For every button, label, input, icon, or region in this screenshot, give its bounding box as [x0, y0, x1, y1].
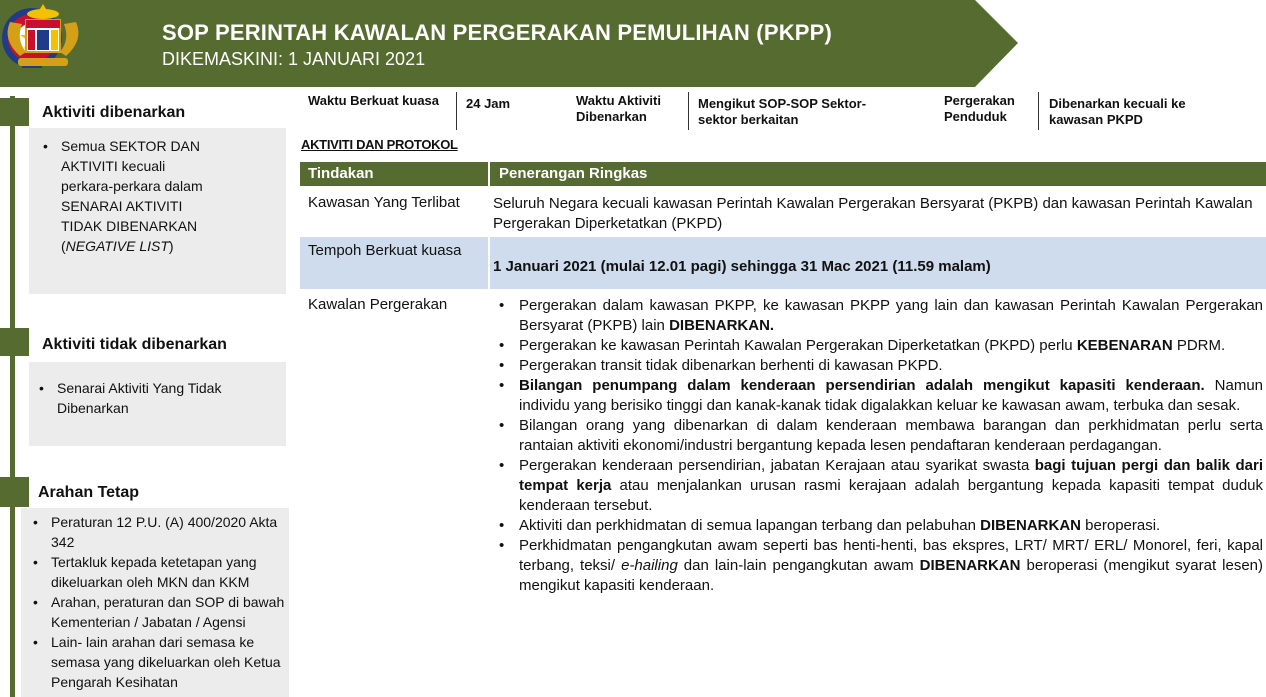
column-header-description: Penerangan Ringkas: [499, 165, 648, 182]
bullet-item: • Bilangan orang yang dibenarkan di dalam kenderaan membawa barangan dan perkhidmatan perlu serta rantaian aktiviti ekonomi/industri bergantung kepada lesen pendaftaran kenderaan perdagangan.: [519, 416, 1263, 456]
row-label: Kawasan Yang Terlibat: [308, 194, 460, 211]
standing-item: • Tertakluk kepada ketetapan yang dikeluarkan oleh MKN dan KKM: [51, 552, 296, 592]
activity-time-label: Waktu Aktiviti Dibenarkan: [576, 93, 661, 124]
allowed-item: • Semua SEKTOR DAN AKTIVITI kecuali perkara-perkara dalam SENARAI AKTIVITI TIDAK DIBENARKAN (NEGATIVE LIST): [61, 136, 211, 256]
left-timeline-line: [10, 96, 15, 697]
divider: [1038, 92, 1039, 130]
row-label: Kawalan Pergerakan: [308, 296, 448, 313]
bullet-item: • Aktiviti dan perkhidmatan di semua lapangan terbang dan pelabuhan DIBENARKAN beroperasi.: [519, 516, 1263, 536]
allowed-heading: Aktiviti dibenarkan: [42, 104, 186, 121]
not-allowed-heading-block: [0, 328, 286, 356]
movement-label: Pergerakan Penduduk: [944, 93, 1015, 124]
row-bullets: [493, 296, 1263, 596]
page-title: SOP PERINTAH KAWALAN PERGERAKAN PEMULIHAN (PKPP): [162, 20, 833, 45]
row-col-separator: [488, 237, 490, 289]
standing-item: • Lain- lain arahan dari semasa ke semasa yang dikeluarkan oleh Ketua Pengarah Kesihatan: [51, 632, 296, 692]
bullet-item: • Pergerakan kenderaan persendirian, jabatan Kerajaan atau syarikat swasta bagi tujuan pergi dan balik dari tempat kerja atau menjalankan urusan rasmi kerajaan adalah bergantung kepada kapasiti tempat duduk kenderaan tersebut.: [519, 456, 1263, 516]
heading-marker: [0, 98, 29, 126]
bullet-item: • Pergerakan transit tidak dibenarkan berhenti di kawasan PKPD.: [519, 356, 1263, 376]
allowed-heading-block: [0, 98, 286, 126]
not-allowed-box: [29, 362, 286, 446]
not-allowed-heading: Aktiviti tidak dibenarkan: [42, 336, 227, 353]
header-banner: [0, 0, 1020, 87]
standing-item: • Arahan, peraturan dan SOP di bawah Kementerian / Jabatan / Agensi: [51, 592, 296, 632]
effective-time-label: Waktu Berkuat kuasa: [308, 93, 440, 108]
row-label: Tempoh Berkuat kuasa: [308, 242, 462, 259]
divider: [456, 92, 457, 130]
movement-value: Dibenarkan kecuali ke kawasan PKPD: [1049, 96, 1186, 127]
heading-marker: [0, 477, 29, 507]
header-col-separator: [488, 162, 490, 186]
bullet-item: • Bilangan penumpang dalam kenderaan persendirian adalah mengikut kapasiti kenderaan. Namun individu yang berisiko tinggi dan kanak-kanak tidak digalakkan keluar ke kawasan awam, terbuka dan sesak.: [519, 376, 1263, 416]
divider: [688, 92, 689, 130]
standing-heading-block: [0, 477, 286, 507]
allowed-box: [29, 128, 286, 294]
heading-marker: [0, 328, 29, 356]
bullet-item: • Perkhidmatan pengangkutan awam seperti bas henti-henti, bas ekspres, LRT/ MRT/ ERL/ Monorel, feri, kapal terbang, teksi/ e-hailing dan lain-lain pengangkutan awam DIBENARKAN beroperasi (mengikut syarat lesen) mengikut kapasiti kenderaan.: [519, 536, 1263, 596]
table-row: [300, 187, 1266, 237]
table-header: [300, 162, 1266, 186]
row-text: 1 Januari 2021 (mulai 12.01 pagi) sehingga 31 Mac 2021 (11.59 malam): [493, 258, 991, 275]
activity-time-value: Mengikut SOP-SOP Sektor-sektor berkaitan: [698, 96, 867, 127]
column-header-action: Tindakan: [308, 165, 374, 182]
standing-heading: Arahan Tetap: [38, 484, 140, 501]
bullet-item: • Pergerakan ke kawasan Perintah Kawalan Pergerakan Diperketatkan (PKPD) perlu KEBENARAN PDRM.: [519, 336, 1263, 356]
not-allowed-item[interactable]: • Senarai Aktiviti Yang Tidak Dibenarkan: [57, 378, 247, 418]
bullet-item: • Pergerakan dalam kawasan PKPP, ke kawasan PKPP yang lain dan kawasan Perintah Kawalan Pergerakan Bersyarat (PKPB) lain DIBENARKAN.: [519, 296, 1263, 336]
row-text: Seluruh Negara kecuali kawasan Perintah Kawalan Pergerakan Bersyarat (PKPB) dan kawasan Perintah Kawalan Pergerakan Diperketatkan (PKPD): [493, 195, 1253, 232]
standing-box: [21, 508, 289, 697]
page-subtitle: DIKEMASKINI: 1 JANUARI 2021: [162, 49, 426, 69]
malaysia-crest-icon: [0, 0, 86, 72]
effective-time-value: 24 Jam: [466, 96, 511, 111]
section-title: AKTIVITI DAN PROTOKOL: [301, 137, 458, 152]
table-row: [300, 237, 1266, 289]
table-row: [300, 290, 1266, 697]
standing-item: • Peraturan 12 P.U. (A) 400/2020 Akta 342: [51, 512, 296, 552]
